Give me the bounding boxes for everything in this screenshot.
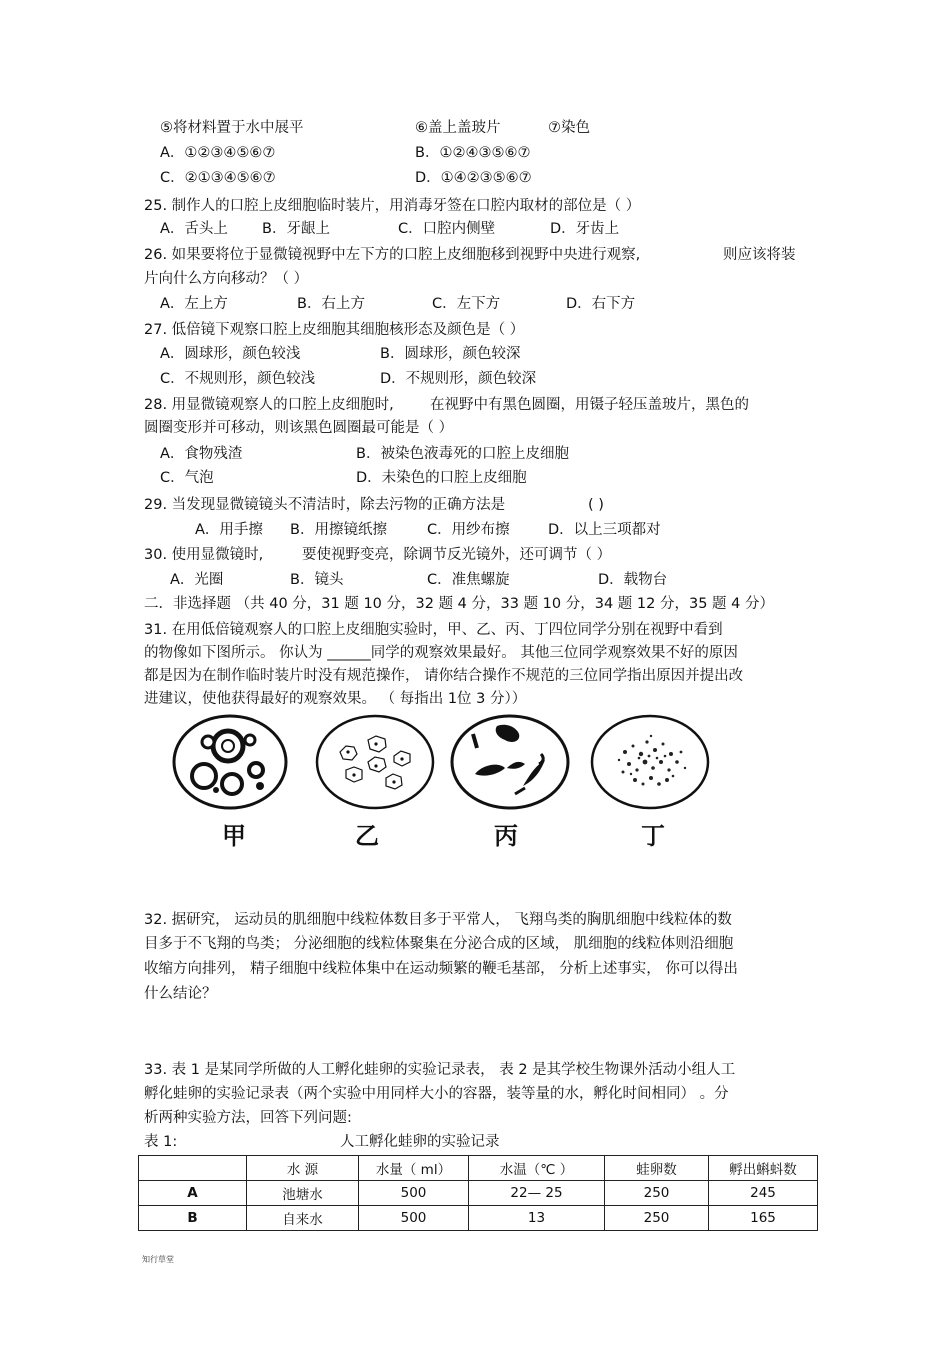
text-line: C．左下方	[432, 296, 501, 312]
table-header-cell: 水量（ ml）	[359, 1156, 469, 1181]
table-cell: 22— 25	[469, 1181, 605, 1206]
text-line: 则应该将装	[723, 247, 796, 263]
microscope-fields	[170, 712, 730, 812]
table-cell: 250	[605, 1181, 709, 1206]
table-cell: 165	[709, 1206, 818, 1231]
table-cell: 自来水	[247, 1206, 359, 1231]
label-jia: 甲	[222, 821, 246, 850]
table-cell: 500	[359, 1206, 469, 1231]
page-footer: 知行草堂	[142, 1255, 174, 1264]
table-header-cell	[139, 1156, 247, 1181]
text-line: C．不规则形，颜色较浅	[160, 371, 316, 387]
text-line: ( )	[588, 497, 604, 513]
text-line: 什么结论？	[144, 986, 217, 1002]
text-line: D．载物台	[598, 572, 668, 588]
table-cell: 池塘水	[247, 1181, 359, 1206]
text-line: A．用手擦	[195, 522, 263, 538]
text-line: 孵化蛙卵的实验记录表（两个实验中用同样大小的容器，装等量的水，孵化时间相同） 。分	[144, 1086, 729, 1102]
table-cell: B	[139, 1206, 247, 1231]
field-bing	[452, 716, 568, 808]
text-line: B．被染色液毒死的口腔上皮细胞	[356, 446, 569, 462]
text-line: B．右上方	[297, 296, 365, 312]
table-row	[139, 1181, 818, 1206]
text-line: C．准焦螺旋	[427, 572, 510, 588]
table-1	[138, 1155, 818, 1231]
text-line: 进建议，使他获得最好的观察效果。 （ 每指出 1位 3 分））	[144, 691, 527, 707]
text-line: 二．非选择题 （共 40 分，31 题 10 分，32 题 4 分，33 题 10 分，34 题 12 分，35 题 4 分）	[144, 596, 774, 612]
text-line: 目多于不飞翔的鸟类； 分泌细胞的线粒体聚集在分泌合成的区域， 肌细胞的线粒体则沿细胞	[144, 936, 734, 952]
table-header-cell: 孵出蝌蚪数	[709, 1156, 818, 1181]
label-bing: 丙	[494, 821, 518, 850]
table-cell: 250	[605, 1206, 709, 1231]
text-line: A．舌头上	[160, 221, 228, 237]
label-yi: 乙	[355, 821, 379, 850]
field-jia	[174, 716, 286, 808]
text-line: D．①④②③⑤⑥⑦	[415, 170, 532, 186]
text-line: 都是因为在制作临时装片时没有规范操作， 请你结合操作不规范的三位同学指出原因并提出改	[144, 668, 744, 684]
text-line: 31. 在用低倍镜观察人的口腔上皮细胞实验时，甲、乙、丙、丁四位同学分别在视野中看到	[144, 622, 723, 638]
text-line: 的物像如下图所示。 你认为 ______同学的观察效果最好。 其他三位同学观察效果不好的原因	[144, 645, 738, 661]
text-line: 在视野中有黑色圆圈，用镊子轻压盖玻片，黑色的	[430, 397, 749, 413]
table-header-row	[139, 1156, 818, 1181]
text-line: 人工孵化蛙卵的实验记录	[340, 1134, 500, 1150]
text-line: B．牙龈上	[262, 221, 330, 237]
text-line: A．①②③④⑤⑥⑦	[160, 145, 276, 161]
field-ding	[592, 716, 708, 808]
text-line: B．①②④③⑤⑥⑦	[415, 145, 531, 161]
text-line: 32. 据研究， 运动员的肌细胞中线粒体数目多于平常人， 飞翔鸟类的胸肌细胞中线粒体的数	[144, 912, 732, 928]
text-line: 圆圈变形并可移动，则该黑色圆圈最可能是（ ）	[144, 420, 454, 436]
text-line: D．不规则形，颜色较深	[380, 371, 537, 387]
text-line: 要使视野变亮，除调节反光镜外，还可调节（ ）	[302, 547, 612, 563]
text-line: 33. 表 1 是某同学所做的人工孵化蛙卵的实验记录表， 表 2 是其学校生物课外活动小组人工	[144, 1062, 736, 1078]
text-line: 析两种实验方法，回答下列问题:	[144, 1110, 352, 1126]
text-line: 29. 当发现显微镜镜头不清洁时，除去污物的正确方法是	[144, 497, 506, 513]
field-yi	[317, 716, 433, 808]
text-line: D．以上三项都对	[548, 522, 661, 538]
text-line: ⑦染色	[548, 120, 590, 136]
text-line: A．左上方	[160, 296, 228, 312]
text-line: 25. 制作人的口腔上皮细胞临时装片，用消毒牙签在口腔内取材的部位是（ ）	[144, 198, 641, 214]
text-line: B．镜头	[290, 572, 344, 588]
text-line: D．右下方	[566, 296, 636, 312]
text-line: 28. 用显微镜观察人的口腔上皮细胞时,	[144, 397, 394, 413]
text-line: C．用纱布擦	[427, 522, 510, 538]
text-line: 表 1:	[144, 1134, 178, 1150]
text-line: C．口腔内侧壁	[398, 221, 496, 237]
table-cell: A	[139, 1181, 247, 1206]
text-line: ⑥盖上盖玻片	[415, 120, 501, 136]
text-line: C．气泡	[160, 470, 214, 486]
text-line: 片向什么方向移动？（ ）	[144, 271, 309, 287]
text-line: D．未染色的口腔上皮细胞	[356, 470, 527, 486]
text-line: 30. 使用显微镜时,	[144, 547, 264, 563]
text-line: 27. 低倍镜下观察口腔上皮细胞其细胞核形态及颜色是（ ）	[144, 322, 525, 338]
table-header-cell: 水 源	[247, 1156, 359, 1181]
table-cell: 500	[359, 1181, 469, 1206]
label-ding: 丁	[641, 821, 665, 850]
text-line: C．②①③④⑤⑥⑦	[160, 170, 276, 186]
text-line: D．牙齿上	[550, 221, 620, 237]
table-header-cell: 蛙卵数	[605, 1156, 709, 1181]
text-line: A．圆球形，颜色较浅	[160, 346, 301, 362]
table-row	[139, 1206, 818, 1231]
text-line: B．用擦镜纸擦	[290, 522, 387, 538]
table-header-cell: 水温（℃ ）	[469, 1156, 605, 1181]
table-cell: 13	[469, 1206, 605, 1231]
text-line: 收缩方向排列， 精子细胞中线粒体集中在运动频繁的鞭毛基部， 分析上述事实， 你可以得出	[144, 961, 738, 977]
text-line: B．圆球形，颜色较深	[380, 346, 521, 362]
table-cell: 245	[709, 1181, 818, 1206]
text-line: ⑤将材料置于水中展平	[160, 120, 304, 136]
text-line: A．光圈	[170, 572, 224, 588]
text-line: A．食物残渣	[160, 446, 243, 462]
text-line: 26. 如果要将位于显微镜视野中左下方的口腔上皮细胞移到视野中央进行观察,	[144, 247, 641, 263]
